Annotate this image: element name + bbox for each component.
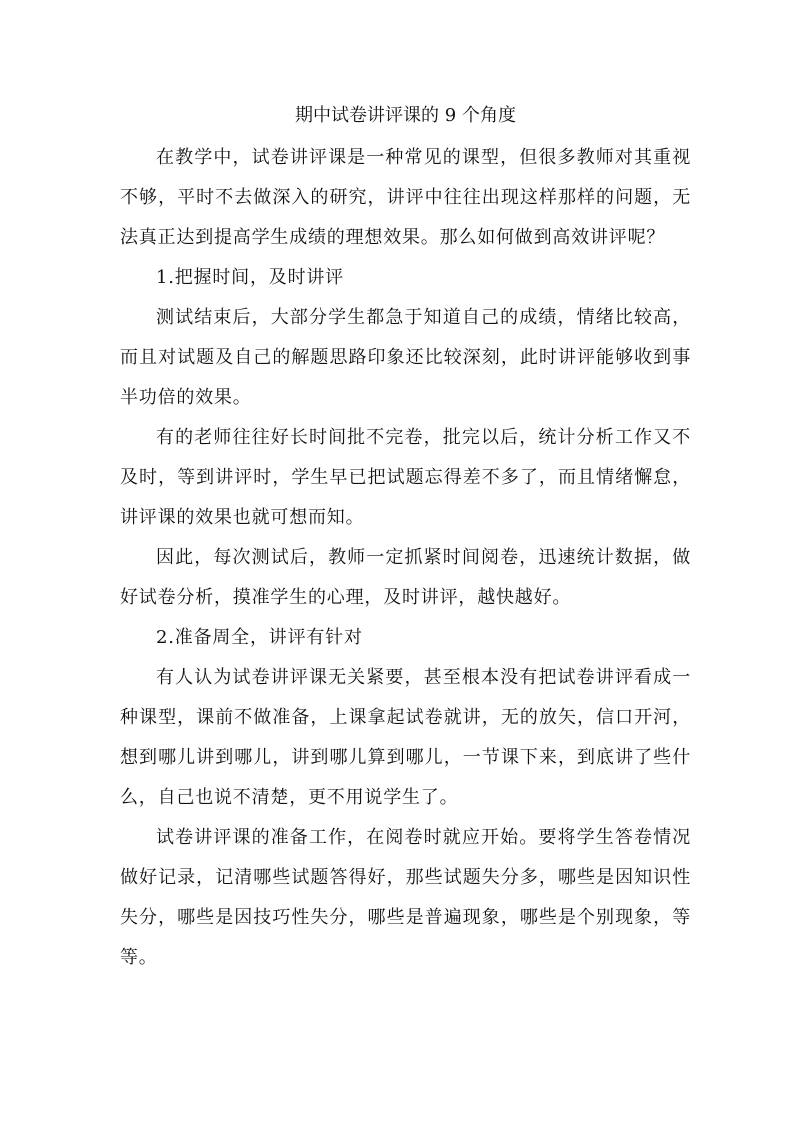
document-body [120, 100, 691, 978]
paragraph-intro: 在教学中，试卷讲评课是一种常见的课型，但很多教师对其重视不够，平时不去做深入的研究，讲评中往往出现这样那样的问题，无法真正达到提高学生成绩的理想效果。那么如何做到高效讲评呢？ [120, 147, 691, 248]
section-heading-1: 1.把握时间，及时讲评 [156, 267, 344, 288]
paragraph-timing-1: 测试结束后，大部分学生都急于知道自己的成绩，情绪比较高，而且对试题及自己的解题思路印象还比较深刻，此时讲评能够收到事半功倍的效果。 [120, 307, 691, 408]
paragraph-timing-2: 有的老师往往好长时间批不完卷，批完以后，统计分析工作又不及时，等到讲评时，学生早已把试题忘得差不多了，而且情绪懈怠，讲评课的效果也就可想而知。 [120, 427, 691, 528]
paragraph-preparation-1: 有人认为试卷讲评课无关紧要，甚至根本没有把试卷讲评看成一种课型，课前不做准备，上课拿起试卷就讲，无的放矢，信口开河，想到哪儿讲到哪儿，讲到哪儿算到哪儿，一节课下来，到底讲了些什么，自己也说不清楚，更不用说学生了。 [120, 667, 691, 808]
paragraph-timing-3: 因此，每次测试后，教师一定抓紧时间阅卷，迅速统计数据，做好试卷分析，摸准学生的心理，及时讲评，越快越好。 [120, 547, 691, 608]
document-title: 期中试卷讲评课的 9 个角度 [295, 105, 516, 126]
section-heading-2: 2.准备周全，讲评有针对 [156, 627, 363, 648]
paragraph-preparation-2: 试卷讲评课的准备工作，在阅卷时就应开始。要将学生答卷情况做好记录，记清哪些试题答得好，那些试题失分多，哪些是因知识性失分，哪些是因技巧性失分，哪些是普遍现象，哪些是个别现象，等等。 [120, 827, 691, 968]
